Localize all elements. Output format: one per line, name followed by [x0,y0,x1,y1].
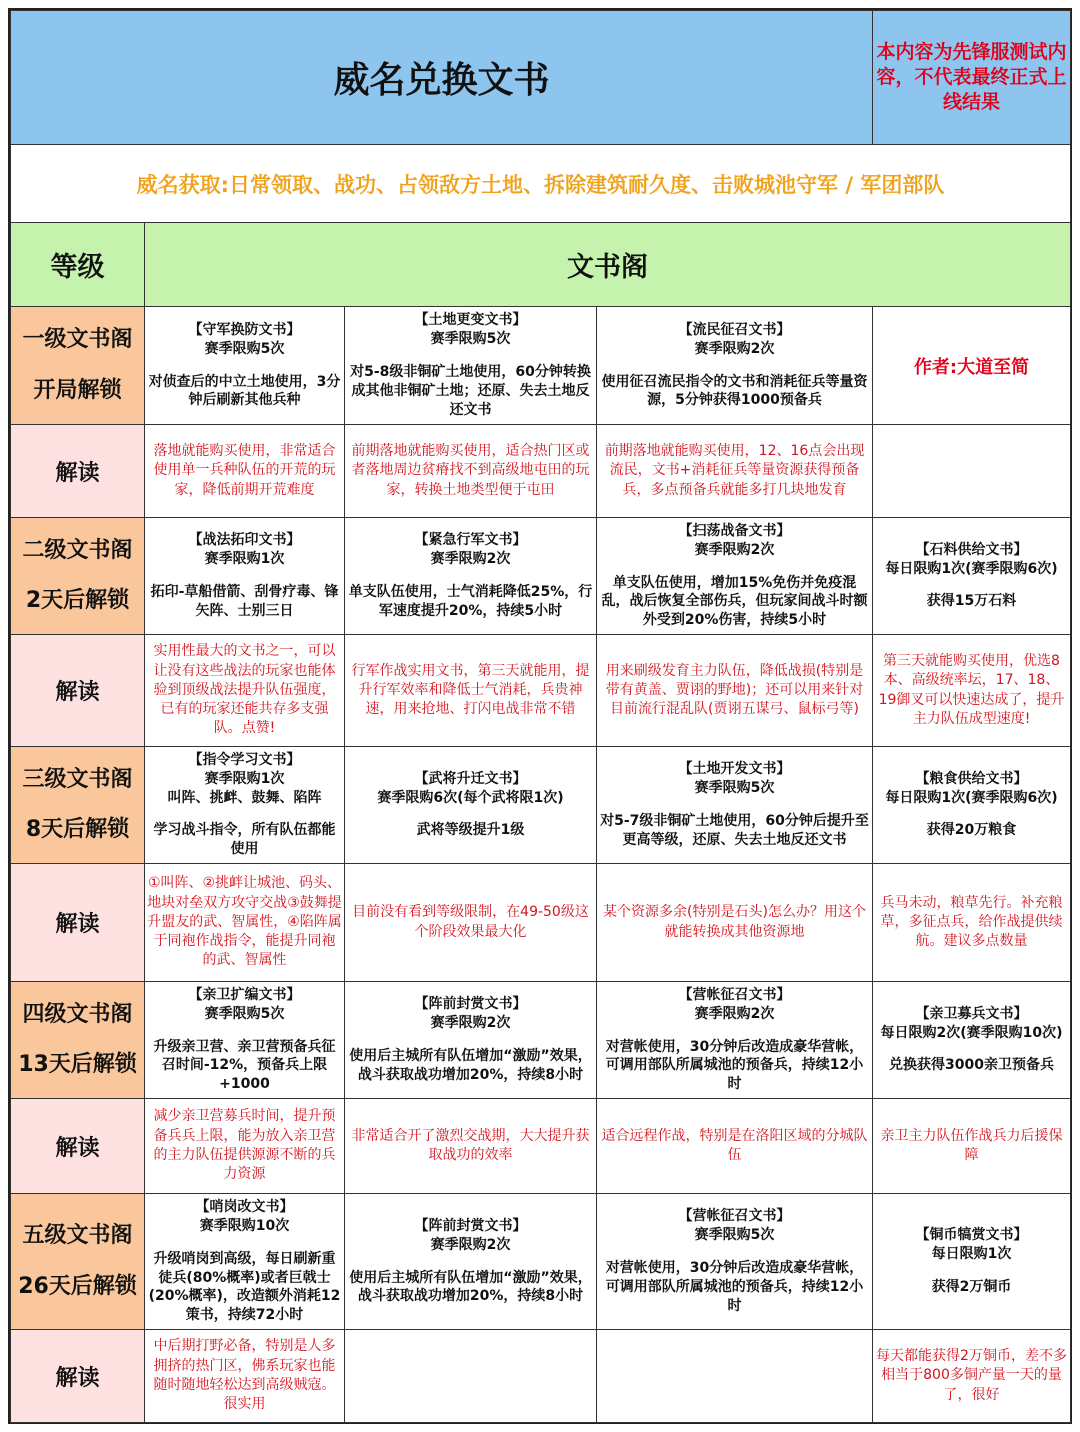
tier-1-level: 一级文书阁 开局解锁 [11,307,145,425]
tier-3-interp-1: ①叫阵、②挑衅让城池、码头、地块对垒双方攻守交战③鼓舞提升盟友的武、智属性，④陷阵属于同袍作战指令，能提升同袍的武、智属性 [145,864,345,982]
tier-4-interp-1: 减少亲卫营募兵时间，提升预备兵兵上限，能为放入亲卫营的主力队伍提供源源不断的兵力资源 [145,1099,345,1194]
tier-4-interp-2: 非常适合开了激烈交战期，大大提升获取战功的效率 [345,1099,597,1194]
tier-3-book-1: 【指令学习文书】 赛季限购1次 叫阵、挑衅、鼓舞、陷阵 学习战斗指令，所有队伍都能使用 [145,747,345,864]
tier-2-interp-4: 第三天就能购买使用，优选8本、高级统率坛，17、18、19御叉可以快速达成了，提升主力队伍成型速度! [873,635,1071,747]
tier-5-interp-label: 解读 [11,1330,145,1423]
tier-3-book-2: 【武将升迁文书】 赛季限购6次(每个武将限1次) 武将等级提升1级 [345,747,597,864]
tier-5-level: 五级文书阁 26天后解锁 [11,1194,145,1330]
tier-1-interp-4 [873,425,1071,518]
test-server-note: 本内容为先锋服测试内容，不代表最终正式上线结果 [873,11,1071,145]
tier-3-interp-2: 目前没有看到等级限制，在49-50级这个阶段效果最大化 [345,864,597,982]
tier-4-level: 四级文书阁 13天后解锁 [11,982,145,1099]
tier-4-book-2: 【阵前封赏文书】 赛季限购2次 使用后主城所有队伍增加“激励”效果，战斗获取战功增加20%，持续8小时 [345,982,597,1099]
tier-5-book-1: 【哨岗改文书】 赛季限购10次 升级哨岗到高级，每日刷新重徒兵(80%概率)或者巨戟士(20%概率)，改造额外消耗12策书，持续72小时 [145,1194,345,1330]
tier-3-interp-3: 某个资源多余(特别是石头)怎么办？用这个就能转换成其他资源地 [597,864,873,982]
exchange-sheet [8,8,1072,1424]
renown-source-text: 威名获取:日常领取、战功、占领敌方土地、拆除建筑耐久度、击败城池守军 / 军团部队 [11,145,1071,223]
tier-2-book-3: 【扫荡战备文书】 赛季限购2次 单支队伍使用，增加15%免伤并免疫混乱，战后恢复全部伤兵，但玩家间战斗时额外受到20%伤害，持续5小时 [597,518,873,635]
tier-3-level: 三级文书阁 8天后解锁 [11,747,145,864]
tier-5-interp-4: 每天都能获得2万铜币，差不多相当于800多铜产量一天的量了，很好 [873,1330,1071,1423]
tier-5-book-3: 【营帐征召文书】 赛季限购5次 对营帐使用，30分钟后改造成豪华营帐，可调用部队所属城池的预备兵，持续12小时 [597,1194,873,1330]
tier-2-level: 二级文书阁 2天后解锁 [11,518,145,635]
tier-5-interp-2 [345,1330,597,1423]
tier-2-interp-3: 用来刷级发育主力队伍，降低战损(特别是带有黄盖、贾诩的野地)；还可以用来针对目前流行混乱队(贾诩五谋弓、鼠标弓等) [597,635,873,747]
tier-5-interp-1: 中后期打野必备，特别是人多拥挤的热门区，佛系玩家也能随时随地轻松达到高级贼寇。很实用 [145,1330,345,1423]
tier-1-book-2: 【土地更变文书】 赛季限购5次 对5-8级非铜矿土地使用，60分钟转换成其他非铜矿土地；还原、失去土地反还文书 [345,307,597,425]
author-credit: 作者:大道至简 [873,307,1071,425]
tier-4-book-3: 【营帐征召文书】 赛季限购2次 对营帐使用，30分钟后改造成豪华营帐，可调用部队所属城池的预备兵，持续12小时 [597,982,873,1099]
tier-5-book-4: 【铜币犒赏文书】 每日限购1次 获得2万铜币 [873,1194,1071,1330]
tier-4-interp-4: 亲卫主力队伍作战兵力后援保障 [873,1099,1071,1194]
tier-2-book-2: 【紧急行军文书】 赛季限购2次 单支队伍使用，士气消耗降低25%，行军速度提升20%，持续5小时 [345,518,597,635]
tier-2-interp-label: 解读 [11,635,145,747]
tier-4-interp-label: 解读 [11,1099,145,1194]
exchange-table [10,10,1071,1423]
tier-1-interp-1: 落地就能购买使用，非常适合使用单一兵种队伍的开荒的玩家，降低前期开荒难度 [145,425,345,518]
tier-3-book-4: 【粮食供给文书】 每日限购1次(赛季限购6次) 获得20万粮食 [873,747,1071,864]
tier-3-book-3: 【土地开发文书】 赛季限购5次 对5-7级非铜矿土地使用，60分钟后提升至更高等级，还原、失去土地反还文书 [597,747,873,864]
page-title: 威名兑换文书 [11,11,873,145]
tier-1-interp-label: 解读 [11,425,145,518]
tier-3-interp-4: 兵马未动，粮草先行。补充粮草，多征点兵，给作战提供续航。建议多点数量 [873,864,1071,982]
tier-1-book-3: 【流民征召文书】 赛季限购2次 使用征召流民指令的文书和消耗征兵等量资源，5分钟获得1000预备兵 [597,307,873,425]
pavilion-header: 文书阁 [145,223,1071,307]
tier-2-book-1: 【战法拓印文书】 赛季限购1次 拓印-草船借箭、刮骨疗毒、锋矢阵、士别三日 [145,518,345,635]
tier-1-book-1: 【守军换防文书】 赛季限购5次 对侦查后的中立土地使用，3分钟后刷新其他兵种 [145,307,345,425]
tier-2-book-4: 【石料供给文书】 每日限购1次(赛季限购6次) 获得15万石料 [873,518,1071,635]
tier-1-interp-3: 前期落地就能购买使用，12、16点会出现流民，文书+消耗征兵等量资源获得预备兵，多点预备兵就能多打几块地发育 [597,425,873,518]
tier-2-interp-2: 行军作战实用文书，第三天就能用，提升行军效率和降低士气消耗，兵贵神速，用来抢地、打闪电战非常不错 [345,635,597,747]
tier-3-interp-label: 解读 [11,864,145,982]
tier-1-interp-2: 前期落地就能购买使用，适合热门区或者落地周边贫瘠找不到高级地屯田的玩家，转换土地类型便于屯田 [345,425,597,518]
tier-5-interp-3 [597,1330,873,1423]
tier-4-book-4: 【亲卫募兵文书】 每日限购2次(赛季限购10次) 兑换获得3000亲卫预备兵 [873,982,1071,1099]
tier-2-interp-1: 实用性最大的文书之一，可以让没有这些战法的玩家也能体验到顶级战法提升队伍强度，已有的玩家还能共存多支强队。点赞! [145,635,345,747]
tier-5-book-2: 【阵前封赏文书】 赛季限购2次 使用后主城所有队伍增加“激励”效果，战斗获取战功增加20%，持续8小时 [345,1194,597,1330]
tier-4-book-1: 【亲卫扩编文书】 赛季限购5次 升级亲卫营、亲卫营预备兵征召时间-12%，预备兵上限+1000 [145,982,345,1099]
tier-4-interp-3: 适合远程作战，特别是在洛阳区域的分城队伍 [597,1099,873,1194]
level-header: 等级 [11,223,145,307]
